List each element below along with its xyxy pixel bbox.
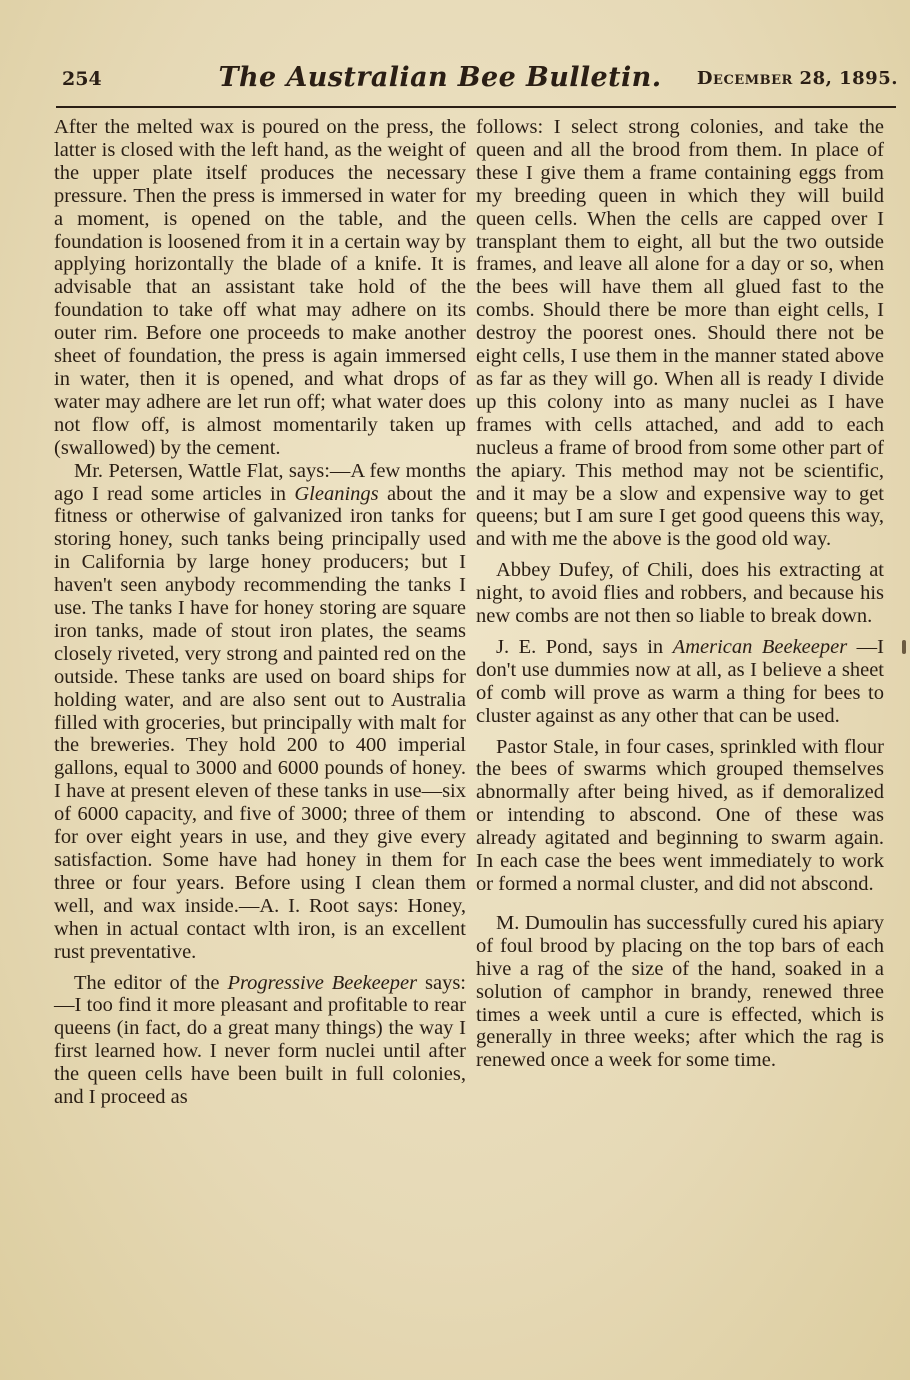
left-column [54, 116, 466, 1109]
paragraph-progressive-beekeeper: The editor of the Progressive Beekeeper says:—I too find it more pleasant and profitable to rear queens (in fact, do a great many things) the way I first learned how. I never form nuclei until after the queen cells have been built in full colonies, and I proceed as [54, 971, 466, 1109]
paragraph-petersen: Mr. Petersen, Wattle Flat, says:—A few months ago I read some articles in Gleanings about the fitness or otherwise of galvanized iron tanks for storing honey, such tanks being principally used in California by large honey producers; but I haven't seen anybody recommending the tanks I use. The tanks I have for honey storing are square iron tanks, made of stout iron plates, the seams closely riveted, very strong and painted red on the outside. These tanks are used on board ships for holding water, and are also sent out to Australia filled with groceries, but principally with malt for the breweries. They hold 200 to 400 imperial gallons, equal to 3000 and 6000 pounds of honey. I have at present eleven of these tanks in use—six of 6000 capacity, and five of 3000; three of them for over eight years in use, and they give every satisfaction. Some have had honey in them for three or four years. Before using I clean them well, and wax inside.—A. I. Root says: Honey, when in actual contact wlth iron, is an excellent rust preventative. [54, 459, 466, 963]
page-edge-mark [902, 640, 906, 654]
paragraph-stale: Pastor Stale, in four cases, sprinkled with flour the bees of swarms which grouped themselves abnormally after being hived, as if demoralized or intending to abscond. One of these was already agitated and beginning to swarm again. In each case the bees went immediately to work or formed a normal cluster, and did not abscond. [476, 735, 884, 895]
publication-title: Progressive Beekeeper [227, 971, 418, 994]
paragraph-dufey: Abbey Dufey, of Chili, does his extracting at night, to avoid flies and robbers, and because his new combs are not then so liable to break down. [476, 559, 884, 628]
paragraph-queen-rearing: follows: I select strong colonies, and take the queen and all the brood from them. In place of these I give them a frame containing eggs from my breeding queen in which they will build queen cells. When the cells are capped over I transplant them to eight, all but the two outside frames, and leave all alone for a day or so, when the bees will have them all glued fast to the combs. Should there be more than eight cells, I destroy the poorest ones. Should there not be eight cells, I use them in the manner stated above as far as they will go. When all is ready I divide up this colony into as many nuclei as I have frames with cells attached, and add to each nucleus a frame of brood from some other part of the apiary. This method may not be scientific, and it may be a slow and expensive way to get queens; but I am sure I get good queens this way, and with me the above is the good old way. [476, 116, 884, 551]
paragraph-pond: J. E. Pond, says in American Beekeeper —I don't use dummies now at all, as I believe a sheet of comb will prove as warm a thing for bees to cluster against as any other that can be used. [476, 635, 885, 727]
journal-title: The Australian Bee Bulletin. [218, 62, 662, 93]
paragraph-dumoulin: M. Dumoulin has successfully cured his apiary of foul brood by placing on the top bars of each hive a rag of the size of the hand, soaked in a solution of camphor in brandy, renewed three times a week until a cure is effected, which is generally in three weeks; after which the rag is renewed once a week for some time. [476, 911, 884, 1072]
right-column [476, 116, 884, 1072]
paragraph-wax-press: After the melted wax is poured on the press, the latter is closed with the left hand, as the weight of the upper plate itself produces the necessary pressure. Then the press is immersed in water for a moment, is opened on the table, and the foundation is loosened from it in a certain way by applying horizontally the blade of a knife. It is advisable that an assistant take hold of the foundation to take off what may adhere on its outer rim. Before one proceeds to make another sheet of foundation, the press is again immersed in water, then it is opened, and what drops of water may adhere are let run off; what water does not flow off, is almost momentarily taken up (swallowed) by the cement. [54, 116, 466, 459]
issue-date: December 28, 1895. [696, 68, 898, 89]
publication-title: American Beekeeper [672, 635, 848, 658]
publication-title: Gleanings [294, 482, 379, 505]
header-rule [56, 106, 896, 108]
page-number: 254 [62, 68, 102, 90]
page-header [62, 62, 898, 102]
